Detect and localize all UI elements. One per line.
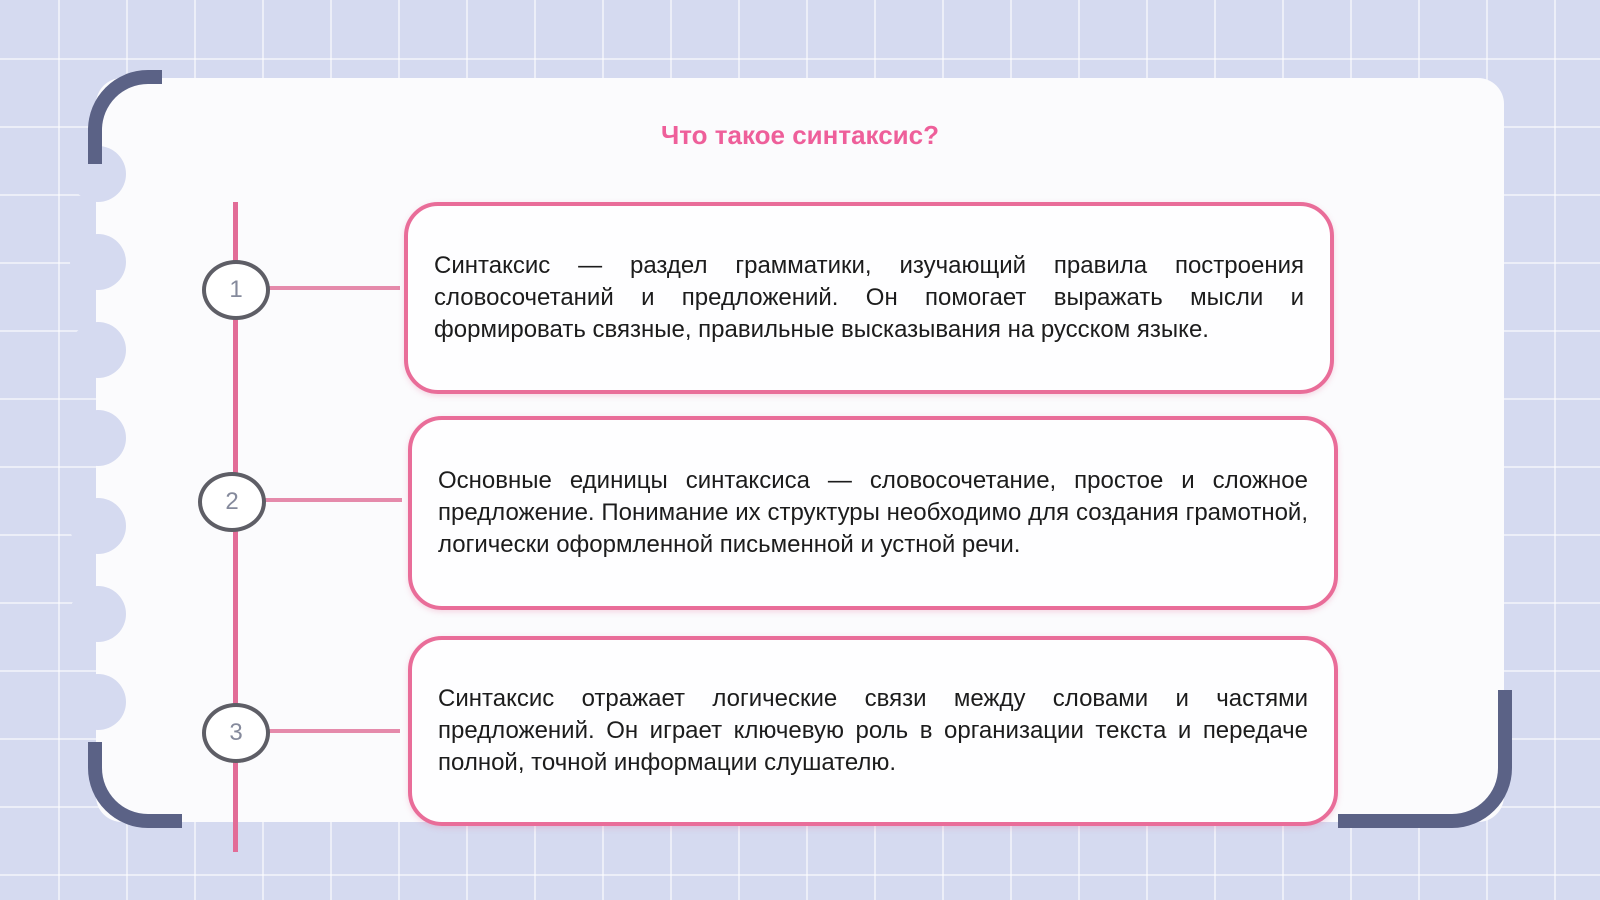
step-number-badge: 1: [202, 260, 270, 320]
card-scallop-edge: [70, 322, 126, 378]
step-content-box: [408, 636, 1338, 826]
step-connector: [262, 498, 402, 502]
card-scallop-edge: [70, 674, 126, 730]
card-scallop-edge: [70, 498, 126, 554]
step-connector: [266, 286, 400, 290]
page-title: Что такое синтаксис?: [661, 120, 939, 150]
step-content-box: [404, 202, 1334, 394]
step-number-badge: 3: [202, 703, 270, 763]
card-scallop-edge: [70, 234, 126, 290]
step-connector: [266, 729, 400, 733]
card-scallop-edge: [70, 586, 126, 642]
step-number-badge: 2: [198, 472, 266, 532]
step-text: Основные единицы синтаксиса — словосочетание, простое и сложное предложение. Понимание их структуры необходимо для создания грамотной, логически оформленной письменной и устной речи.: [438, 467, 1308, 558]
card-scallop-edge: [70, 410, 126, 466]
bottom-right-bracket: [1338, 690, 1512, 828]
step-text: Синтаксис отражает логические связи между словами и частями предложений. Он играет ключевую роль в организации текста и передаче полной, точной информации слушателю.: [438, 685, 1308, 776]
step-content-box: [408, 416, 1338, 610]
bottom-left-bracket: [88, 742, 182, 828]
step-text: Синтаксис — раздел грамматики, изучающий правила построения словосочетаний и предложений. Он помогает выражать мысли и формировать связные, правильные высказывания на русском языке.: [434, 252, 1304, 343]
